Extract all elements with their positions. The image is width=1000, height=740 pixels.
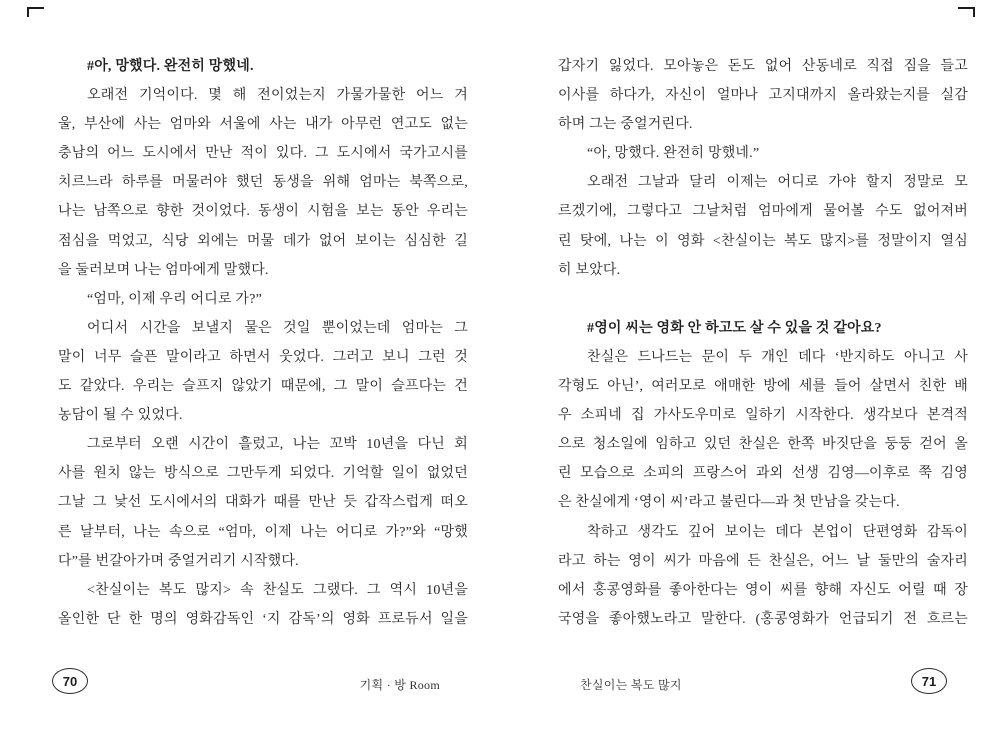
text-line: 나는 남쪽으로 향한 것이었다. 동생이 시험을 보는 동안 우리는: [58, 204, 468, 220]
text-line: 린 모습으로 소피의 프랑스어 과외 선생 김영—이후로 쭉 김영: [558, 466, 968, 482]
text-line: 히 보았다.: [558, 262, 621, 278]
corner-mark-icon: [27, 7, 44, 17]
text-line: 른 날부터, 나는 속으로 “엄마, 이제 나는 어디로 가?”와 “망했: [58, 524, 468, 540]
text-line: “엄마, 이제 우리 어디로 가?”: [87, 291, 262, 307]
page-number-badge: [911, 668, 947, 694]
text-line: 치르느라 하루를 머물러야 했던 동생을 위해 엄마는 북쪽으로,: [58, 175, 468, 191]
text-line: 갑자기 잃었다. 모아놓은 돈도 없어 산동네로 직접 짐을 들고: [558, 59, 968, 74]
text-line: 울, 부산에 사는 엄마와 서울에 사는 내가 아무런 연고도 없는: [58, 117, 468, 133]
text-line: 도 같았다. 우리는 슬프지 않았기 때문에, 그 말이 슬프다는 건: [58, 379, 468, 395]
text-line: 말이 너무 슬픈 말이라고 하면서 웃었다. 그러고 보니 그런 것: [58, 349, 468, 365]
text-line: 르겠기에, 그렇다고 그날처럼 엄마에게 물어볼 수도 없어져버: [558, 204, 968, 220]
text-column-left: [58, 52, 468, 634]
text-column-right: [558, 52, 968, 634]
page-number-badge: [52, 668, 88, 694]
section-heading: #아, 망했다. 완전히 망했네.: [87, 59, 254, 74]
text-line: 찬실은 드나드는 문이 두 개인 데다 ‘반지하도 아니고 사: [587, 349, 968, 365]
text-line: 오래전 그날과 달리 이제는 어디로 가야 할지 정말로 모: [587, 175, 968, 191]
text-line: “아, 망했다. 완전히 망했네.”: [587, 146, 760, 162]
text-line: 각형도 아닌’, 여러모로 애매한 방에 세를 들어 살면서 친한 배: [558, 379, 968, 395]
text-line: 으로 청소일에 임하고 있던 찬실은 한쪽 바짓단을 둥둥 걷어 올: [558, 437, 968, 453]
running-head-left: 기획 · 방 Room: [359, 678, 440, 692]
text-line: 올인한 단 한 명의 영화감독인 ‘지 감독’의 영화 프로듀서 일을: [58, 611, 468, 627]
text-line: 어디서 시간을 보낼지 물은 것일 뿐이었는데 엄마는 그: [87, 320, 468, 336]
text-line: 을 둘러보며 나는 엄마에게 말했다.: [58, 262, 269, 278]
section-heading: #영이 씨는 영화 안 하고도 살 수 있을 것 같아요?: [587, 320, 882, 336]
blank-line: [558, 285, 968, 314]
text-line: 오래전 기억이다. 몇 해 전이었는지 가물가물한 어느 겨: [87, 88, 468, 104]
text-line: 사를 원치 않는 방식으로 그만두게 되었다. 기억할 일이 없었던: [58, 466, 468, 482]
text-line: 우 소피네 집 가사도우미로 일하기 시작한다. 생각보다 본격적: [558, 408, 968, 424]
text-line: 이사를 하다가, 자신이 얼마나 고지대까지 올라왔는지를 실감: [558, 88, 968, 104]
running-head-right: 찬실이는 복도 많지: [580, 678, 682, 692]
text-line: 라고 하는 영이 씨가 마음에 든 찬실은, 어느 날 둘만의 술자리: [558, 553, 968, 569]
text-line: 린 탓에, 나는 이 영화 <찬실이는 복도 많지>를 정말이지 열심: [558, 233, 968, 249]
text-line: 그날 그 낯선 도시에서의 대화가 때를 만난 듯 갑작스럽게 떠오: [58, 495, 468, 511]
text-line: 착하고 생각도 깊어 보이는 데다 본업이 단편영화 감독이: [587, 524, 968, 540]
text-line: 그로부터 오랜 시간이 흘렀고, 나는 꼬박 10년을 다닌 회: [87, 437, 468, 453]
text-line: 국영을 좋아했노라고 말한다. (홍콩영화가 언급되기 전 흐르는: [558, 611, 968, 627]
text-line: 하며 그는 중얼거린다.: [558, 117, 693, 133]
page-number: 70: [62, 673, 78, 689]
text-line: 다”를 번갈아가며 중얼거리기 시작했다.: [58, 553, 299, 569]
text-line: 충남의 어느 도시에서 만난 적이 있다. 그 도시에서 국가고시를: [58, 146, 468, 162]
text-line: 점심을 먹었고, 식당 외에는 머물 데가 없어 보이는 심심한 길: [58, 233, 468, 249]
corner-mark-icon: [958, 7, 975, 17]
text-line: 농담이 될 수 있었다.: [58, 408, 183, 424]
page-number: 71: [921, 673, 937, 689]
text-line: 에서 홍콩영화를 좋아한다는 영이 씨를 향해 자신도 어릴 때 장: [558, 582, 968, 598]
text-line: 은 찬실에게 ‘영이 씨’라고 불린다—과 첫 만남을 갖는다.: [558, 495, 900, 511]
text-line: <찬실이는 복도 많지> 속 찬실도 그랬다. 그 역시 10년을: [87, 582, 468, 598]
